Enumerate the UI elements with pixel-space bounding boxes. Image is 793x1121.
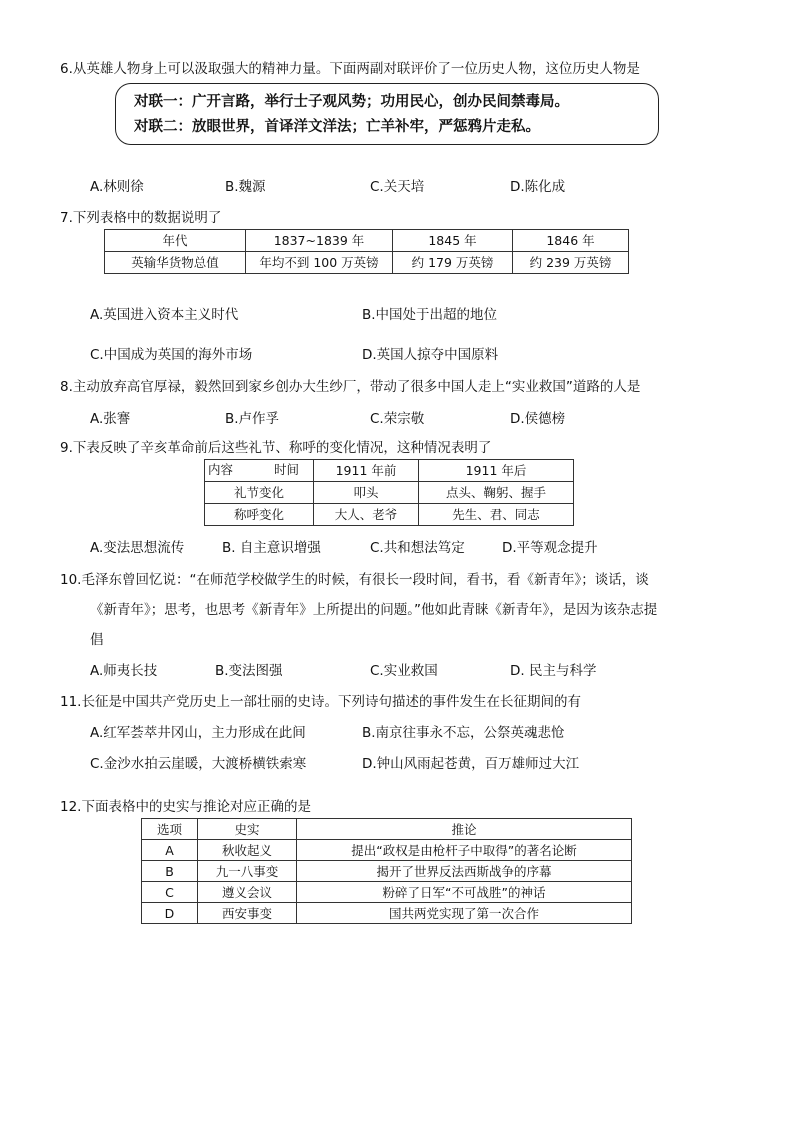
table-cell: 1837~1839 年 xyxy=(246,230,393,252)
table-cell: A xyxy=(142,840,198,861)
q11-option-b: B.南京往事永不忘，公祭英魂悲怆 xyxy=(362,725,565,741)
q12-table xyxy=(141,818,632,924)
table-row xyxy=(142,819,632,840)
q11-stem: 11.长征是中国共产党历史上一部壮丽的史诗。下列诗句描述的事件发生在长征期间的有 xyxy=(60,694,581,710)
q10-option-d: D. 民主与科学 xyxy=(510,663,597,679)
table-row xyxy=(205,460,574,482)
q7-option-a: A.英国进入资本主义时代 xyxy=(90,307,239,323)
q6-option-d: D.陈化成 xyxy=(510,179,566,195)
table-cell: 国共两党实现了第一次合作 xyxy=(297,903,632,924)
table-cell: 1846 年 xyxy=(513,230,629,252)
table-cell: 礼节变化 xyxy=(205,482,314,504)
couplet-1: 对联一：广开言路，举行士子观风势；功用民心，创办民间禁毒局。 xyxy=(134,93,569,110)
table-row xyxy=(105,230,629,252)
q10-stem-line3: 倡 xyxy=(90,632,104,648)
q9-table xyxy=(204,459,574,526)
q10-stem-line2: 《新青年》；思考，也思考《新青年》上所提出的问题。”他如此青睐《新青年》，是因为该杂志提 xyxy=(90,602,658,618)
table-header-cell: 推论 xyxy=(297,819,632,840)
q7-option-d: D.英国人掠夺中国原料 xyxy=(362,347,499,363)
q12-stem: 12.下面表格中的史实与推论对应正确的是 xyxy=(60,799,311,815)
table-cell: C xyxy=(142,882,198,903)
table-row xyxy=(142,861,632,882)
table-cell: B xyxy=(142,861,198,882)
q8-option-a: A.张謇 xyxy=(90,411,131,427)
q11-option-d: D.钟山风雨起苍黄，百万雄师过大江 xyxy=(362,756,580,772)
table-row xyxy=(205,504,574,526)
q10-option-c: C.实业救国 xyxy=(370,663,438,679)
table-cell: 西安事变 xyxy=(198,903,297,924)
table-cell: 揭开了世界反法西斯战争的序幕 xyxy=(297,861,632,882)
table-cell: 大人、老爷 xyxy=(314,504,419,526)
header-time: 时间 xyxy=(273,462,299,477)
q8-option-b: B.卢作孚 xyxy=(225,411,280,427)
q9-option-b: B. 自主意识增强 xyxy=(222,540,321,556)
q7-stem: 7.下列表格中的数据说明了 xyxy=(60,210,222,226)
table-cell: D xyxy=(142,903,198,924)
table-cell: 年均不到 100 万英镑 xyxy=(246,252,393,274)
q9-stem: 9.下表反映了辛亥革命前后这些礼节、称呼的变化情况，这种情况表明了 xyxy=(60,440,492,456)
table-header-cell: 史实 xyxy=(198,819,297,840)
q7-table xyxy=(104,229,629,274)
q6-option-c: C.关天培 xyxy=(370,179,425,195)
table-cell: 约 179 万英镑 xyxy=(393,252,513,274)
q9-option-a: A.变法思想流传 xyxy=(90,540,185,556)
q8-option-d: D.侯德榜 xyxy=(510,411,566,427)
table-cell: 粉碎了日军“不可战胜”的神话 xyxy=(297,882,632,903)
q10-option-a: A.师夷长技 xyxy=(90,663,158,679)
table-cell: 英输华货物总值 xyxy=(105,252,246,274)
q8-stem: 8.主动放弃高官厚禄，毅然回到家乡创办大生纱厂，带动了很多中国人走上“实业救国”道路的人是 xyxy=(60,379,641,395)
table-cell: 1911 年前 xyxy=(314,460,419,482)
table-cell: 1911 年后 xyxy=(419,460,574,482)
q11-option-a: A.红军荟萃井冈山，主力形成在此间 xyxy=(90,725,306,741)
q9-option-c: C.共和想法笃定 xyxy=(370,540,465,556)
q6-option-a: A.林则徐 xyxy=(90,179,144,195)
q10-option-b: B.变法图强 xyxy=(215,663,283,679)
q6-stem: 6.从英雄人物身上可以汲取强大的精神力量。下面两副对联评价了一位历史人物，这位历史人物是 xyxy=(60,61,640,77)
q6-option-b: B.魏源 xyxy=(225,179,266,195)
table-cell: 秋收起义 xyxy=(198,840,297,861)
table-row xyxy=(142,903,632,924)
table-cell: 约 239 万英镑 xyxy=(513,252,629,274)
table-row xyxy=(142,840,632,861)
q11-option-c: C.金沙水拍云崖暖，大渡桥横铁索寒 xyxy=(90,756,307,772)
q7-option-b: B.中国处于出超的地位 xyxy=(362,307,498,323)
table-row xyxy=(142,882,632,903)
couplet-2: 对联二：放眼世界，首译洋文洋法；亡羊补牢，严惩鸦片走私。 xyxy=(134,118,540,135)
header-content: 内容 xyxy=(208,462,234,477)
q10-stem-line1: 10.毛泽东曾回忆说：“在师范学校做学生的时候，有很长一段时间，看书，看《新青年》；谈话，谈 xyxy=(60,572,649,588)
table-cell: 年代 xyxy=(105,230,246,252)
couplet-box xyxy=(115,83,659,145)
table-row xyxy=(105,252,629,274)
table-header-cell xyxy=(205,460,314,482)
table-row xyxy=(205,482,574,504)
table-cell: 点头、鞠躬、握手 xyxy=(419,482,574,504)
table-cell: 遵义会议 xyxy=(198,882,297,903)
q7-option-c: C.中国成为英国的海外市场 xyxy=(90,347,253,363)
q8-option-c: C.荣宗敬 xyxy=(370,411,425,427)
table-cell: 提出“政权是由枪杆子中取得”的著名论断 xyxy=(297,840,632,861)
table-cell: 九一八事变 xyxy=(198,861,297,882)
table-cell: 先生、君、同志 xyxy=(419,504,574,526)
table-cell: 1845 年 xyxy=(393,230,513,252)
table-cell: 称呼变化 xyxy=(205,504,314,526)
table-cell: 叩头 xyxy=(314,482,419,504)
table-header-cell: 选项 xyxy=(142,819,198,840)
q9-option-d: D.平等观念提升 xyxy=(502,540,598,556)
